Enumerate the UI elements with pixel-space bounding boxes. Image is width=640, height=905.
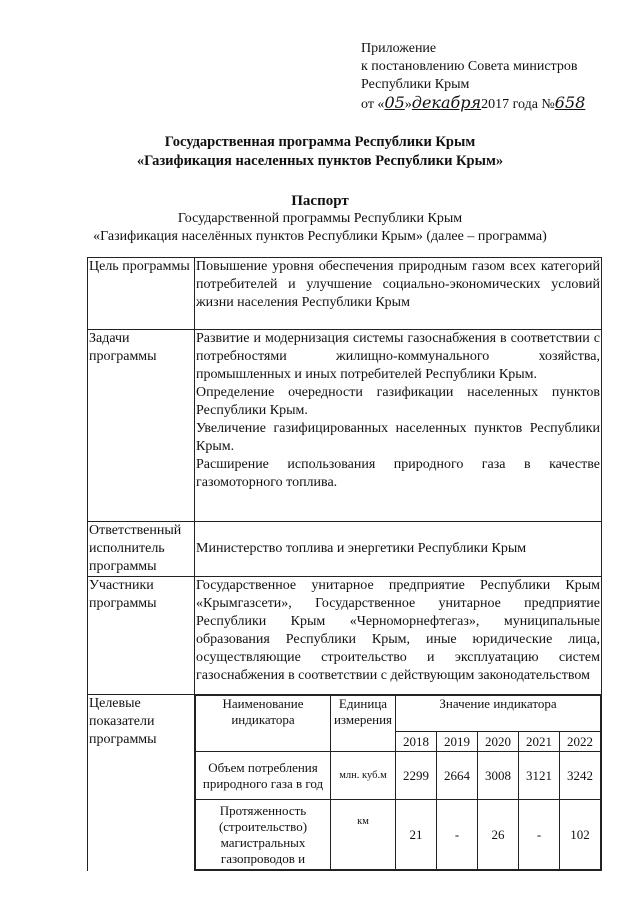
participants-label: Участники программы [88,577,195,695]
date-day-handwritten: 05 [384,93,405,112]
indicator-row [196,752,601,800]
year-header: 2020 [478,732,519,752]
program-title [0,133,640,171]
task-item: Расширение использования природного газа в качестве газомоторного топлива. [196,457,600,490]
indicator-value: 102 [560,800,601,870]
year-header: 2019 [437,732,478,752]
appendix-line-1: Приложение [361,41,437,56]
passport-title: Паспорт [291,193,349,209]
indicator-value: - [519,800,560,870]
program-title-line-2: «Газификация населенных пунктов Республики Крым» [136,153,504,169]
indicator-row [196,800,601,870]
goal-text: Повышение уровня обеспечения природным газом всех категорий потребителей и улучшение социально-экономических условий жизни населения Республики Крым [195,258,602,330]
year-header: 2018 [396,732,437,752]
date-month-handwritten: декабря [411,93,482,112]
date-mid: » [404,97,412,112]
indicator-value: 3121 [519,752,560,800]
task-item: Определение очередности газификации населенных пунктов Республики Крым. [196,385,600,418]
date-year: 2017 года № [481,97,555,112]
targets-cell [195,695,602,871]
indicator-value: 21 [396,800,437,870]
executor-label: Ответственный исполнитель программы [88,522,195,577]
row-goal [88,258,602,330]
indicator-name: Объем потребления природного газа в год [196,752,331,800]
passport-heading [0,192,640,246]
indicator-value: 3008 [478,752,519,800]
indicator-value: 26 [478,800,519,870]
program-title-line-1: Государственная программа Республики Крым [164,134,476,150]
indicator-unit: млн. куб.м [331,752,396,800]
row-participants [88,577,602,695]
goal-label: Цель программы [88,258,195,330]
row-targets [88,695,602,871]
task-item: Развитие и модернизация системы газоснабжения в соответствии с потребностями жилищно-коммунального хозяйства, промышленных и иных потребителей Республики Крым. [196,331,600,382]
indicator-table [195,695,601,870]
row-tasks [88,330,602,522]
decree-number-handwritten: 658 [554,93,586,112]
passport-subtitle-2: «Газификация населённых пунктов Республики Крым» (далее – программа) [93,229,547,244]
indicator-value: 2664 [437,752,478,800]
indicator-unit: км [331,800,396,870]
tasks-label: Задачи программы [88,330,195,522]
appendix-line-3: Республики Крым [361,77,470,92]
appendix-block [361,40,585,114]
indicator-name: Протяженность (строительство) магистральных газопроводов и [196,800,331,870]
row-executor [88,522,602,577]
task-item: Увеличение газифицированных населенных пунктов Республики Крым. [196,421,600,454]
col-header-name: Наименование индикатора [196,696,331,752]
indicator-value: - [437,800,478,870]
col-header-value: Значение индикатора [396,696,601,732]
appendix-line-2: к постановлению Совета министров [361,59,578,74]
participants-text: Государственное унитарное предприятие Республики Крым «Крымгазсети», Государственное унитарное предприятие Республики Крым «Черноморнефтегаз», муниципальные образования Республики Крым, иные юридические лица, осуществляющие строительство и эксплуатацию систем газоснабжения в соответствии с действующим законодательством [195,577,602,695]
date-prefix: от « [361,97,385,112]
targets-label: Целевые показатели программы [88,695,195,871]
tasks-cell [195,330,602,522]
indicator-value: 3242 [560,752,601,800]
passport-table [87,257,602,871]
appendix-date-line [361,94,585,114]
year-header: 2022 [560,732,601,752]
passport-subtitle-1: Государственной программы Республики Крым [177,211,463,226]
indicator-value: 2299 [396,752,437,800]
executor-text: Министерство топлива и энергетики Республики Крым [195,522,602,577]
col-header-unit: Единица измерения [331,696,396,752]
year-header: 2021 [519,732,560,752]
